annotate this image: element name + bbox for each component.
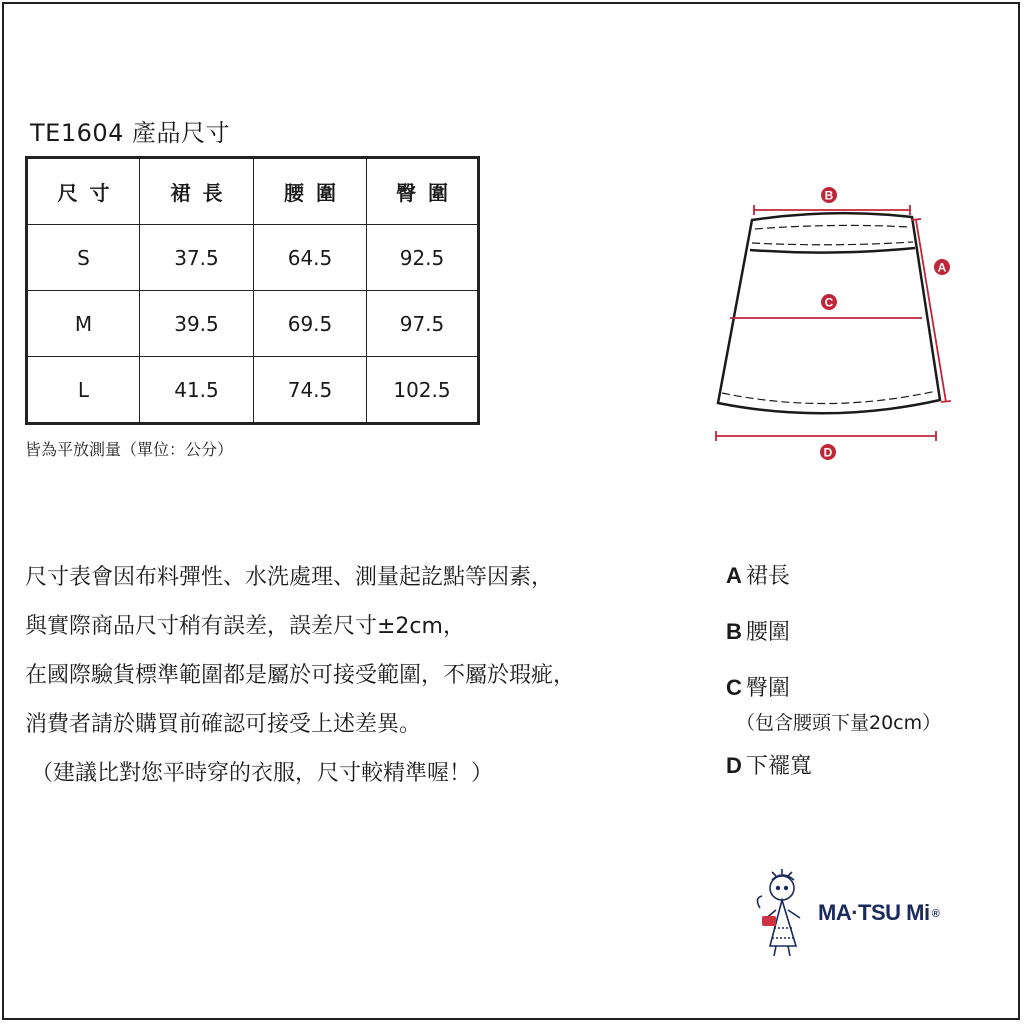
cell-hip: 97.5 xyxy=(367,291,479,357)
disclaimer-line: （建議比對您平時穿的衣服，尺寸較精準喔！） xyxy=(31,761,494,786)
cell-size: M xyxy=(27,291,140,357)
cell-size: S xyxy=(27,225,140,291)
cell-hip: 92.5 xyxy=(367,225,479,291)
marker-a-label: A xyxy=(937,260,947,275)
disclaimer-line: 在國際驗貨標準範圍都是屬於可接受範圍，不屬於瑕疵， xyxy=(25,663,576,688)
legend-item-c-note: （包含腰頭下量20cm） xyxy=(736,712,942,734)
cell-skirt-length: 41.5 xyxy=(140,357,254,424)
cell-waist: 64.5 xyxy=(254,225,367,291)
disclaimer-line: 尺寸表會因布料彈性、水洗處理、測量起訖點等因素， xyxy=(25,565,554,590)
header-skirt-length: 裙長 xyxy=(140,158,254,225)
disclaimer-paragraph xyxy=(25,555,705,800)
size-table xyxy=(25,156,480,425)
legend-item-c: C 臀圍 xyxy=(726,675,790,701)
brand-name: MA·TSU Mi xyxy=(818,900,930,925)
page-title: TE1604 產品尺寸 xyxy=(30,119,231,147)
table-header-row xyxy=(27,158,479,225)
marker-d-label: D xyxy=(823,445,833,460)
skirt-diagram xyxy=(700,180,970,470)
table-row xyxy=(27,357,479,424)
cell-hip: 102.5 xyxy=(367,357,479,424)
header-hip: 臀圍 xyxy=(367,158,479,225)
legend-item-a: A 裙長 xyxy=(726,563,790,589)
skirt-outline xyxy=(718,213,940,413)
brand-logo xyxy=(818,900,939,926)
cell-skirt-length: 37.5 xyxy=(140,225,254,291)
brand-mascot-icon xyxy=(752,868,818,960)
header-size: 尺寸 xyxy=(27,158,140,225)
mascot-bag-icon xyxy=(762,916,776,926)
cell-skirt-length: 39.5 xyxy=(140,291,254,357)
table-row xyxy=(27,225,479,291)
legend-item-d: D 下襬寬 xyxy=(726,753,812,779)
measurement-note: 皆為平放測量（單位：公分） xyxy=(25,440,234,459)
disclaimer-line: 消費者請於購買前確認可接受上述差異。 xyxy=(25,712,422,737)
cell-waist: 69.5 xyxy=(254,291,367,357)
marker-c-label: C xyxy=(824,295,834,310)
brand-reg: ® xyxy=(931,908,940,921)
measurement-legend xyxy=(726,558,941,804)
table-row xyxy=(27,291,479,357)
marker-b-label: B xyxy=(824,188,834,203)
page-frame xyxy=(2,2,1020,1020)
header-waist: 腰圍 xyxy=(254,158,367,225)
cell-waist: 74.5 xyxy=(254,357,367,424)
cell-size: L xyxy=(27,357,140,424)
legend-item-b: B 腰圍 xyxy=(726,619,790,645)
disclaimer-line: 與實際商品尺寸稍有誤差，誤差尺寸±2cm， xyxy=(25,614,465,639)
